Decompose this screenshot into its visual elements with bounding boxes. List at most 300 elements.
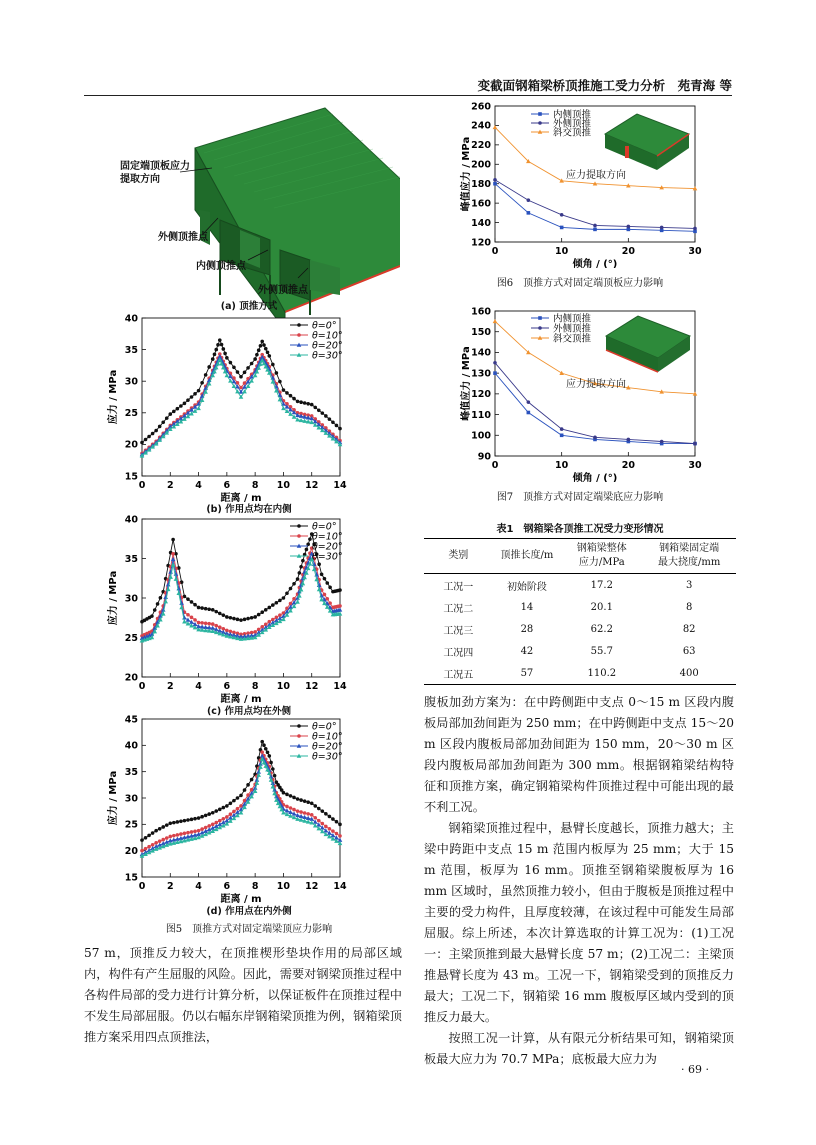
x-tick-label: 20 xyxy=(621,460,635,471)
x-tick-label: 0 xyxy=(491,460,499,471)
y-tick-label: 130 xyxy=(471,368,491,380)
data-point xyxy=(148,616,152,620)
data-point xyxy=(331,420,335,424)
data-point xyxy=(165,823,169,827)
data-point xyxy=(253,357,257,361)
table-row xyxy=(424,662,736,685)
table-cell: 28 xyxy=(520,623,534,635)
data-point xyxy=(323,593,327,597)
data-point xyxy=(257,348,261,352)
legend-label: 内侧顶推 xyxy=(553,313,592,325)
data-point xyxy=(693,442,697,446)
y-axis-label: 峰值应力 / MPa xyxy=(461,136,472,212)
y-tick-label: 240 xyxy=(471,120,491,132)
data-point xyxy=(211,823,215,827)
table-cell: 400 xyxy=(642,662,736,685)
data-point xyxy=(213,353,217,357)
data-point xyxy=(306,800,310,804)
data-point xyxy=(493,361,497,365)
data-point xyxy=(176,833,180,837)
y-tick-label: 150 xyxy=(471,327,491,339)
y-tick-label: 25 xyxy=(124,408,138,420)
x-tick-label: 10 xyxy=(276,881,291,892)
fig5c-chart xyxy=(100,513,350,703)
x-tick-label: 12 xyxy=(305,681,319,692)
data-point xyxy=(243,788,247,792)
data-point xyxy=(154,829,158,833)
x-tick-label: 2 xyxy=(166,681,174,692)
series-line xyxy=(142,742,340,840)
y-tick-label: 260 xyxy=(471,101,491,113)
right-column-text xyxy=(424,692,734,1070)
data-point xyxy=(193,603,197,607)
data-point xyxy=(179,404,183,408)
y-tick-label: 45 xyxy=(124,714,138,726)
y-tick-label: 100 xyxy=(471,430,491,442)
x-axis-label: 距离 / m xyxy=(220,493,262,502)
data-point xyxy=(306,812,310,816)
data-point xyxy=(197,621,201,625)
data-point xyxy=(325,581,329,585)
table-cell: 42 xyxy=(520,645,534,657)
data-point xyxy=(267,354,271,358)
data-point xyxy=(310,403,314,407)
data-point xyxy=(296,809,300,813)
data-point xyxy=(236,796,240,800)
data-point xyxy=(660,440,664,444)
fig5a-label-inner: 内侧顶推点 xyxy=(196,261,246,272)
legend-label: θ=20° xyxy=(312,541,343,553)
data-point xyxy=(236,381,240,385)
legend xyxy=(290,521,343,562)
x-tick-label: 20 xyxy=(621,246,635,257)
data-point xyxy=(285,793,289,797)
legend-marker xyxy=(538,112,542,116)
x-tick-label: 10 xyxy=(276,480,291,491)
data-point xyxy=(289,794,293,798)
x-tick-label: 4 xyxy=(195,881,202,892)
data-point xyxy=(193,830,197,834)
y-tick-label: 25 xyxy=(124,632,138,644)
data-point xyxy=(285,591,289,595)
data-point xyxy=(200,621,204,625)
legend xyxy=(531,312,592,344)
data-point xyxy=(335,424,339,428)
y-tick-label: 20 xyxy=(124,439,138,451)
data-point xyxy=(216,343,220,347)
plot-frame xyxy=(142,519,340,677)
data-point xyxy=(299,810,303,814)
data-point xyxy=(153,608,157,612)
data-point xyxy=(197,606,201,610)
data-point xyxy=(214,348,218,352)
series xyxy=(493,178,697,230)
data-point xyxy=(197,816,201,820)
data-point xyxy=(593,224,597,228)
table-cell: 82 xyxy=(682,623,696,635)
x-axis-label: 距离 / m xyxy=(220,894,262,903)
data-point xyxy=(331,829,335,833)
legend-label: θ=20° xyxy=(312,340,343,352)
data-point xyxy=(260,750,264,754)
fig5b-chart xyxy=(100,312,350,502)
data-point xyxy=(338,834,342,838)
table-cell: 57 xyxy=(493,662,562,685)
table-cell: 3 xyxy=(685,579,693,591)
data-point xyxy=(222,817,226,821)
data-point xyxy=(246,366,250,370)
data-point xyxy=(223,352,227,356)
series xyxy=(140,357,343,457)
data-point xyxy=(273,774,277,778)
data-point xyxy=(336,604,340,608)
data-point xyxy=(324,825,328,829)
x-tick-label: 0 xyxy=(138,681,146,692)
data-point xyxy=(280,788,284,792)
x-tick-label: 12 xyxy=(305,881,319,892)
data-point xyxy=(214,809,218,813)
data-point xyxy=(168,835,172,839)
x-tick-label: 12 xyxy=(305,480,319,491)
data-point xyxy=(204,621,208,625)
series-line xyxy=(142,548,340,636)
data-point xyxy=(264,747,268,751)
data-point xyxy=(207,824,211,828)
x-tick-label: 8 xyxy=(251,881,259,892)
data-point xyxy=(159,596,163,600)
data-point xyxy=(154,841,158,845)
data-point xyxy=(267,606,271,610)
legend xyxy=(290,320,343,361)
table1-title: 表1 钢箱梁各顶推工况受力变形情况 xyxy=(496,524,664,535)
data-point xyxy=(183,819,187,823)
table-cell: 8 xyxy=(685,601,693,613)
data-point xyxy=(140,441,144,445)
data-point xyxy=(204,814,208,818)
data-point xyxy=(292,397,296,401)
data-point xyxy=(328,586,332,590)
data-point xyxy=(229,812,233,816)
data-point xyxy=(200,815,204,819)
data-point xyxy=(260,610,264,614)
legend-label: θ=30° xyxy=(312,551,343,563)
data-point xyxy=(275,371,279,375)
y-tick-label: 90 xyxy=(477,451,491,463)
table-cell: 工况三 xyxy=(443,625,474,637)
data-point xyxy=(156,602,160,606)
data-point xyxy=(292,796,296,800)
data-point xyxy=(197,829,201,833)
data-point xyxy=(317,807,321,811)
data-point xyxy=(305,548,309,552)
table1-header: 钢箱梁固定端 最大挠度/mm xyxy=(642,539,736,574)
data-point xyxy=(161,838,165,842)
data-point xyxy=(298,571,302,575)
data-point xyxy=(171,557,176,561)
data-point xyxy=(211,622,215,626)
table1-header-row xyxy=(424,539,736,574)
data-point xyxy=(140,838,144,842)
data-point xyxy=(218,612,222,616)
data-point xyxy=(176,407,180,411)
data-point xyxy=(236,618,240,622)
data-point xyxy=(324,414,328,418)
data-point xyxy=(207,812,211,816)
fig5a-label-extract-direction: 固定端顶板应力 提取方向 xyxy=(120,161,190,185)
fig5c-caption: (c) 作用点均在外侧 xyxy=(206,706,292,717)
table-cell: 工况五 xyxy=(424,662,493,685)
y-tick-label: 200 xyxy=(471,159,491,171)
data-point xyxy=(161,420,165,424)
data-point xyxy=(197,389,201,393)
data-point xyxy=(172,821,176,825)
legend-label: θ=30° xyxy=(312,751,343,763)
data-point xyxy=(321,822,325,826)
data-point xyxy=(190,818,194,822)
data-point xyxy=(257,613,261,617)
fig5a-label-outer-1: 外侧顶推点 xyxy=(158,232,208,243)
x-tick-label: 14 xyxy=(333,881,347,892)
data-point xyxy=(560,213,564,217)
data-point xyxy=(151,831,155,835)
fig5a-caption: (a) 顶推方式 xyxy=(220,301,278,312)
x-tick-label: 0 xyxy=(491,246,499,257)
data-point xyxy=(301,559,305,563)
data-point xyxy=(253,615,257,619)
data-point xyxy=(168,412,172,416)
data-point xyxy=(271,603,275,607)
data-point xyxy=(151,432,155,436)
fig5d-caption: (d) 作用点在内外侧 xyxy=(206,906,292,917)
y-tick-label: 120 xyxy=(471,389,491,401)
y-tick-label: 25 xyxy=(124,819,138,831)
x-axis-label: 倾角 / (°) xyxy=(572,473,618,482)
data-point xyxy=(172,834,176,838)
table-row xyxy=(424,596,736,618)
data-point xyxy=(320,573,324,577)
data-point xyxy=(225,804,229,808)
fig5-caption: 图5 顶推方式对固定端梁顶应力影响 xyxy=(165,924,333,935)
data-point xyxy=(168,821,172,825)
table-cell: 工况二 xyxy=(443,603,474,615)
data-point xyxy=(335,832,339,836)
table-cell: 63 xyxy=(682,645,696,657)
data-point xyxy=(239,375,243,379)
legend-marker xyxy=(297,333,301,337)
x-tick-label: 4 xyxy=(195,681,202,692)
data-point xyxy=(278,380,282,384)
data-point xyxy=(289,587,293,591)
data-point xyxy=(306,402,310,406)
data-point xyxy=(266,350,270,354)
legend-label: θ=30° xyxy=(312,350,343,362)
data-point xyxy=(214,624,218,628)
data-point xyxy=(559,371,564,375)
data-point xyxy=(303,799,307,803)
legend-label: θ=0° xyxy=(312,320,337,332)
data-point xyxy=(296,400,300,404)
fig6-caption: 图6 顶推方式对固定端顶板应力影响 xyxy=(496,278,664,289)
data-point xyxy=(262,743,266,747)
data-point xyxy=(236,370,240,374)
right-paragraph-2: 钢箱梁顶推过程中，悬臂长度越长，顶推力越大；主梁中跨距中支点 15 m 范围内板厚为 25 mm；大于 15 m 范围，板厚为 16 mm。顶推至钢箱梁腹板厚为 16 mm 区域时，虽然顶推力较小，但由于腹板是顶推过程中主要的受力构件，且厚度较薄，在该过程中可能发生局部屈服。综上所述，本次计算选取的计算工况为：(1)工况一：主梁顶推到最大悬臂长度 57 m；(2)工况二：主梁顶推悬臂长度为 43 m。工况一下，钢箱梁受到的顶推反力最大；工况二下，钢箱梁 16 mm 腹板厚区域内受到的顶推反力最大。 xyxy=(424,821,734,1024)
right-paragraph-1: 腹板加劲方案为：在中跨侧距中支点 0～15 m 区段内腹板局部加劲间距为 250 mm；在中跨侧距中支点 15～20 m 区段内腹板局部加劲间距为 150 mm，20～30 m 区段内腹板局部加劲间距为 300 mm。根据钢箱梁结构特征和顶推方案，确定钢箱梁构件顶推过程中可能出现的最不利工况。 xyxy=(424,695,734,814)
data-point xyxy=(161,825,165,829)
data-point xyxy=(193,817,197,821)
legend-label: 斜交顶推 xyxy=(553,333,592,345)
y-tick-label: 160 xyxy=(471,198,491,210)
data-point xyxy=(593,436,597,440)
data-point xyxy=(232,617,236,621)
legend-marker xyxy=(297,323,301,327)
data-point xyxy=(660,226,664,230)
data-point xyxy=(317,562,321,566)
legend-marker xyxy=(538,316,542,320)
data-point xyxy=(154,429,158,433)
data-point xyxy=(264,347,268,351)
fig6-overlay-label: 应力提取方向 xyxy=(566,170,626,181)
data-point xyxy=(266,751,270,755)
fig5a-model-illustration xyxy=(100,100,400,318)
data-point xyxy=(246,783,250,787)
data-point xyxy=(303,811,307,815)
series-line xyxy=(495,180,695,229)
data-point xyxy=(176,820,180,824)
data-point xyxy=(527,411,531,415)
running-header: 变截面钢箱梁桥顶推施工受力分析 苑青海 等 xyxy=(477,78,732,93)
x-tick-label: 10 xyxy=(276,681,291,692)
legend-label: 外侧顶推 xyxy=(553,118,592,130)
left-column-paragraph: 57 m，顶推反力较大，在顶推楔形垫块作用的局部区域内，构件有产生屈服的风险。因此，需要对钢梁顶推过程中各构件局部的受力进行计算分析，以保证板件在顶推过程中不发生局部屈服。仍以右幅东岸钢箱梁顶推为例，钢箱梁顶推方案采用四点顶推法， xyxy=(84,946,402,1044)
data-point xyxy=(222,613,226,617)
data-point xyxy=(255,353,259,357)
data-point xyxy=(328,827,332,831)
legend-marker xyxy=(297,534,301,538)
y-axis-label: 应力 / MPa xyxy=(108,770,119,826)
data-point xyxy=(204,826,208,830)
data-point xyxy=(593,228,597,232)
x-tick-label: 8 xyxy=(251,480,259,491)
data-point xyxy=(186,618,191,622)
x-tick-label: 0 xyxy=(138,480,146,491)
data-point xyxy=(560,427,564,431)
data-point xyxy=(158,425,162,429)
fig7-model-illustration xyxy=(604,314,692,374)
data-point xyxy=(271,363,275,367)
legend-marker xyxy=(297,524,301,528)
table-row xyxy=(424,574,736,597)
data-point xyxy=(186,613,190,617)
y-tick-label: 20 xyxy=(124,672,138,684)
data-point xyxy=(211,608,215,612)
data-point xyxy=(527,400,531,404)
table-cell: 62.2 xyxy=(590,623,613,635)
data-point xyxy=(225,615,229,619)
table-cell: 初始阶段 xyxy=(506,581,547,593)
data-point xyxy=(250,362,254,366)
data-point xyxy=(299,798,303,802)
x-tick-label: 10 xyxy=(555,460,569,471)
table1-header: 类别 xyxy=(424,539,493,574)
data-point xyxy=(220,343,224,347)
data-point xyxy=(225,815,229,819)
legend-marker xyxy=(538,326,542,330)
data-point xyxy=(278,599,282,603)
x-tick-label: 30 xyxy=(688,246,702,257)
y-axis-label: 峰值应力 / MPa xyxy=(461,346,472,421)
data-point xyxy=(193,618,197,622)
data-point xyxy=(292,597,296,601)
data-point xyxy=(229,801,233,805)
legend-marker xyxy=(297,724,301,728)
series xyxy=(140,750,342,852)
data-point xyxy=(222,347,226,351)
data-point xyxy=(296,797,300,801)
x-tick-label: 6 xyxy=(223,881,231,892)
y-tick-label: 35 xyxy=(124,553,138,565)
table-cell: 20.1 xyxy=(590,601,613,613)
data-point xyxy=(259,344,263,348)
data-point xyxy=(317,408,321,412)
data-point xyxy=(310,813,314,817)
data-point xyxy=(186,398,190,402)
x-tick-label: 30 xyxy=(688,460,702,471)
x-tick-label: 8 xyxy=(251,681,259,692)
fig5b-caption: (b) 作用点均在内侧 xyxy=(206,504,292,515)
data-point xyxy=(292,582,296,586)
data-point xyxy=(232,810,236,814)
data-point xyxy=(328,815,332,819)
fig7-overlay-label: 应力提取方向 xyxy=(566,379,626,390)
data-point xyxy=(246,617,250,621)
y-axis-label: 应力 / MPa xyxy=(108,570,119,626)
data-point xyxy=(183,831,187,835)
data-point xyxy=(243,371,247,375)
y-tick-label: 30 xyxy=(124,793,138,805)
data-point xyxy=(313,816,317,820)
table-row xyxy=(424,618,736,640)
data-point xyxy=(225,356,229,360)
x-tick-label: 14 xyxy=(333,681,347,692)
y-tick-label: 30 xyxy=(124,593,138,605)
data-point xyxy=(493,319,498,323)
data-point xyxy=(299,400,303,404)
x-tick-label: 6 xyxy=(223,681,231,692)
data-point xyxy=(693,227,697,231)
data-point xyxy=(236,807,240,811)
data-point xyxy=(232,799,236,803)
data-point xyxy=(200,381,204,385)
data-point xyxy=(262,343,266,347)
data-point xyxy=(211,357,215,361)
data-point xyxy=(200,606,204,610)
legend-label: θ=10° xyxy=(312,731,343,743)
legend xyxy=(531,108,592,138)
data-point xyxy=(147,435,151,439)
data-point xyxy=(165,836,169,840)
data-point xyxy=(264,608,268,612)
data-point xyxy=(243,618,247,622)
data-point xyxy=(229,616,233,620)
data-point xyxy=(285,805,289,809)
y-tick-label: 30 xyxy=(124,376,138,388)
table-cell: 工况四 xyxy=(443,647,474,659)
data-point xyxy=(239,794,243,798)
data-point xyxy=(627,225,631,229)
data-point xyxy=(218,338,222,342)
data-point xyxy=(186,818,190,822)
data-point xyxy=(292,808,296,812)
